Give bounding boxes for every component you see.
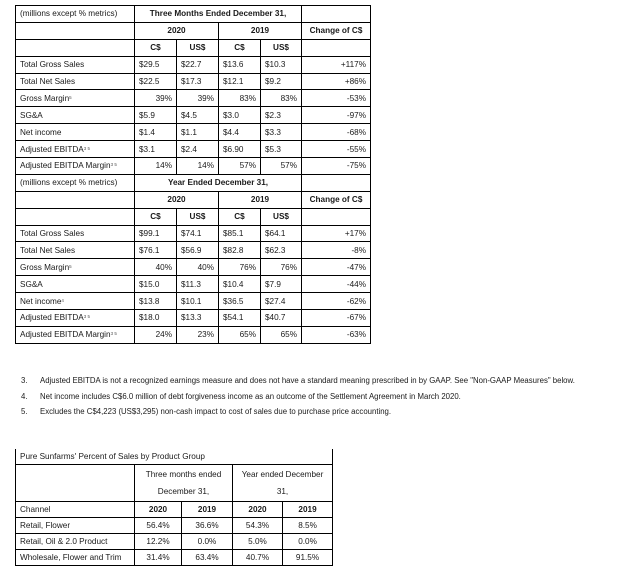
value-cell: $6.90 — [219, 141, 261, 158]
value-cell: $82.8 — [219, 242, 261, 259]
value-cell: 24% — [135, 326, 177, 343]
period-header-row — [16, 6, 371, 23]
value-cell: $5.9 — [135, 107, 177, 124]
three-months-header: Three months ended December 31, — [135, 465, 233, 502]
footnote-reference: 5 — [69, 263, 72, 269]
metric-label — [16, 73, 135, 90]
empty-cell — [302, 208, 371, 225]
currency-header: C$ — [219, 208, 261, 225]
metric-name: Gross Margin — [20, 93, 70, 103]
channel-header: Channel — [16, 502, 135, 518]
channel-label: Wholesale, Flower and Trim — [16, 550, 135, 566]
currency-header: C$ — [135, 208, 177, 225]
footnote-reference: 4 — [61, 297, 64, 303]
value-cell: 23% — [177, 326, 219, 343]
metric-name: Total Gross Sales — [20, 60, 85, 70]
metric-label — [16, 158, 135, 175]
year-2020-header: 2020 — [135, 22, 219, 39]
year-2020-header: 2020 — [135, 191, 219, 208]
value-cell: $74.1 — [177, 225, 219, 242]
value-cell: 39% — [135, 90, 177, 107]
value-cell: $10.1 — [177, 293, 219, 310]
year-header: 2019 — [283, 502, 333, 518]
period-label: Three Months Ended December 31, — [135, 6, 302, 23]
product-mix-header-row — [16, 502, 333, 518]
footnote-number: 5. — [21, 407, 28, 416]
value-cell: $9.2 — [261, 73, 302, 90]
metric-label — [16, 276, 135, 293]
metric-name: Adjusted EBITDA — [20, 313, 84, 323]
value-cell: $11.3 — [177, 276, 219, 293]
value-cell: $18.0 — [135, 310, 177, 327]
product-mix-table — [15, 449, 333, 566]
percent-cell: 56.4% — [135, 518, 182, 534]
value-cell: $54.1 — [219, 310, 261, 327]
empty-cell — [16, 465, 135, 502]
change-cell: -55% — [302, 141, 371, 158]
value-cell: $12.1 — [219, 73, 261, 90]
value-cell: 57% — [219, 158, 261, 175]
value-cell: $13.6 — [219, 56, 261, 73]
footnote-text: Net income includes C$6.0 million of debt forgiveness income as an outcome of the Settlement Agreement in March 2020. — [40, 391, 461, 401]
year-header-row — [16, 191, 371, 208]
value-cell: $2.3 — [261, 107, 302, 124]
metric-name: Total Gross Sales — [20, 229, 85, 239]
value-cell: $4.5 — [177, 107, 219, 124]
footnote-number: 4. — [21, 391, 28, 401]
percent-cell: 0.0% — [182, 534, 233, 550]
table-row — [16, 107, 371, 124]
value-cell: $29.5 — [135, 56, 177, 73]
table-row — [16, 73, 371, 90]
value-cell: 83% — [261, 90, 302, 107]
metric-label — [16, 259, 135, 276]
footnote-reference: 3 5 — [83, 145, 90, 151]
metric-name: SG&A — [20, 279, 43, 289]
empty-cell — [302, 6, 371, 23]
table-row — [16, 534, 333, 550]
table-row — [16, 276, 371, 293]
percent-cell: 91.5% — [283, 550, 333, 566]
table-row — [16, 225, 371, 242]
value-cell: $3.3 — [261, 124, 302, 141]
metric-name: SG&A — [20, 110, 43, 120]
footnote-5 — [21, 406, 631, 422]
empty-cell — [302, 174, 371, 191]
year-2019-header: 2019 — [219, 22, 302, 39]
value-cell: 40% — [177, 259, 219, 276]
value-cell: $27.4 — [261, 293, 302, 310]
change-cell: +86% — [302, 73, 371, 90]
footnote-number: 3. — [21, 376, 28, 385]
change-cell: -67% — [302, 310, 371, 327]
metric-label — [16, 107, 135, 124]
table-row — [16, 326, 371, 343]
financial-summary-table — [15, 5, 371, 344]
currency-header-row — [16, 208, 371, 225]
table-row — [16, 242, 371, 259]
table-row — [16, 124, 371, 141]
units-label: (millions except % metrics) — [16, 174, 135, 191]
percent-cell: 12.2% — [135, 534, 182, 550]
metric-label — [16, 124, 135, 141]
empty-cell — [16, 191, 135, 208]
value-cell: $7.9 — [261, 276, 302, 293]
metric-name: Adjusted EBITDA Margin — [20, 161, 111, 171]
value-cell: $62.3 — [261, 242, 302, 259]
currency-header: US$ — [177, 208, 219, 225]
value-cell: 76% — [261, 259, 302, 276]
percent-cell: 8.5% — [283, 518, 333, 534]
metric-label — [16, 310, 135, 327]
period-label: Year Ended December 31, — [135, 174, 302, 191]
value-cell: 40% — [135, 259, 177, 276]
value-cell: $1.4 — [135, 124, 177, 141]
value-cell: $13.3 — [177, 310, 219, 327]
product-mix-title-row — [16, 449, 333, 465]
footnote-reference: 3 5 — [83, 314, 90, 320]
change-cell: -68% — [302, 124, 371, 141]
value-cell: $3.0 — [219, 107, 261, 124]
metric-label — [16, 90, 135, 107]
metric-name: Gross Margin — [20, 262, 70, 272]
value-cell: 14% — [177, 158, 219, 175]
metric-label — [16, 225, 135, 242]
period-header-row — [16, 174, 371, 191]
change-cell: +17% — [302, 225, 371, 242]
value-cell: $40.7 — [261, 310, 302, 327]
metric-label — [16, 326, 135, 343]
value-cell: $64.1 — [261, 225, 302, 242]
value-cell: $1.1 — [177, 124, 219, 141]
value-cell: 83% — [219, 90, 261, 107]
table-row — [16, 158, 371, 175]
table-row — [16, 141, 371, 158]
table-row — [16, 293, 371, 310]
year-header-row — [16, 22, 371, 39]
change-cell: -97% — [302, 107, 371, 124]
value-cell: $15.0 — [135, 276, 177, 293]
change-header: Change of C$ — [302, 191, 371, 208]
empty-cell — [302, 39, 371, 56]
year-header: 2020 — [135, 502, 182, 518]
empty-cell — [16, 39, 135, 56]
year-header: 2019 — [182, 502, 233, 518]
units-label: (millions except % metrics) — [16, 6, 135, 23]
empty-cell — [16, 22, 135, 39]
metric-label — [16, 293, 135, 310]
table-row — [16, 90, 371, 107]
value-cell: $22.5 — [135, 73, 177, 90]
table-row — [16, 259, 371, 276]
value-cell: $17.3 — [177, 73, 219, 90]
metric-name: Net income — [20, 127, 62, 137]
metric-label — [16, 242, 135, 259]
change-cell: -75% — [302, 158, 371, 175]
year-2019-header: 2019 — [219, 191, 302, 208]
currency-header: C$ — [219, 39, 261, 56]
percent-cell: 54.3% — [233, 518, 283, 534]
percent-cell: 63.4% — [182, 550, 233, 566]
metric-label — [16, 141, 135, 158]
value-cell: 65% — [261, 326, 302, 343]
currency-header-row — [16, 39, 371, 56]
value-cell: $76.1 — [135, 242, 177, 259]
currency-header: C$ — [135, 39, 177, 56]
metric-label — [16, 56, 135, 73]
change-cell: -44% — [302, 276, 371, 293]
footnote-reference: 3 5 — [110, 162, 117, 168]
table-row — [16, 550, 333, 566]
footnote-3 — [21, 375, 631, 391]
empty-cell — [16, 208, 135, 225]
footnote-4 — [21, 391, 631, 407]
percent-cell: 5.0% — [233, 534, 283, 550]
currency-header: US$ — [261, 208, 302, 225]
footnote-reference: 5 — [69, 94, 72, 100]
value-cell: $3.1 — [135, 141, 177, 158]
table-row — [16, 518, 333, 534]
value-cell: $56.9 — [177, 242, 219, 259]
value-cell: $99.1 — [135, 225, 177, 242]
metric-name: Adjusted EBITDA — [20, 144, 84, 154]
footnote-text: Adjusted EBITDA is not a recognized earnings measure and does not have a standard meaning prescribed in by GAAP. See "Non-GAAP Measures" below. — [40, 376, 575, 385]
value-cell: $36.5 — [219, 293, 261, 310]
metric-name: Total Net Sales — [20, 245, 76, 255]
metric-name: Total Net Sales — [20, 77, 76, 86]
value-cell: $13.8 — [135, 293, 177, 310]
change-cell: +117% — [302, 56, 371, 73]
value-cell: $22.7 — [177, 56, 219, 73]
change-cell: -53% — [302, 90, 371, 107]
change-header: Change of C$ — [302, 22, 371, 39]
percent-cell: 40.7% — [233, 550, 283, 566]
value-cell: $10.4 — [219, 276, 261, 293]
channel-label: Retail, Flower — [16, 518, 135, 534]
year-header: 2020 — [233, 502, 283, 518]
value-cell: $10.3 — [261, 56, 302, 73]
change-cell: -8% — [302, 242, 371, 259]
value-cell: $2.4 — [177, 141, 219, 158]
value-cell: 39% — [177, 90, 219, 107]
footnote-text: Excludes the C$4,223 (US$3,295) non-cash impact to cost of sales due to purchase price accounting. — [40, 407, 392, 416]
percent-cell: 31.4% — [135, 550, 182, 566]
percent-cell: 36.6% — [182, 518, 233, 534]
value-cell: 76% — [219, 259, 261, 276]
value-cell: 57% — [261, 158, 302, 175]
value-cell: 65% — [219, 326, 261, 343]
change-cell: -47% — [302, 259, 371, 276]
footnotes — [21, 375, 631, 422]
change-cell: -63% — [302, 326, 371, 343]
currency-header: US$ — [261, 39, 302, 56]
change-cell: -62% — [302, 293, 371, 310]
product-mix-period-row — [16, 465, 333, 502]
channel-label: Retail, Oil & 2.0 Product — [16, 534, 135, 550]
table-row — [16, 56, 371, 73]
value-cell: $4.4 — [219, 124, 261, 141]
product-mix-title: Pure Sunfarms' Percent of Sales by Product Group — [16, 449, 333, 465]
value-cell: $5.3 — [261, 141, 302, 158]
year-ended-header: Year ended December 31, — [233, 465, 333, 502]
table-row — [16, 310, 371, 327]
percent-cell: 0.0% — [283, 534, 333, 550]
value-cell: 14% — [135, 158, 177, 175]
metric-name: Adjusted EBITDA Margin — [20, 330, 111, 340]
metric-name: Net income — [20, 296, 62, 306]
value-cell: $85.1 — [219, 225, 261, 242]
currency-header: US$ — [177, 39, 219, 56]
footnote-reference: 3 5 — [110, 331, 117, 337]
